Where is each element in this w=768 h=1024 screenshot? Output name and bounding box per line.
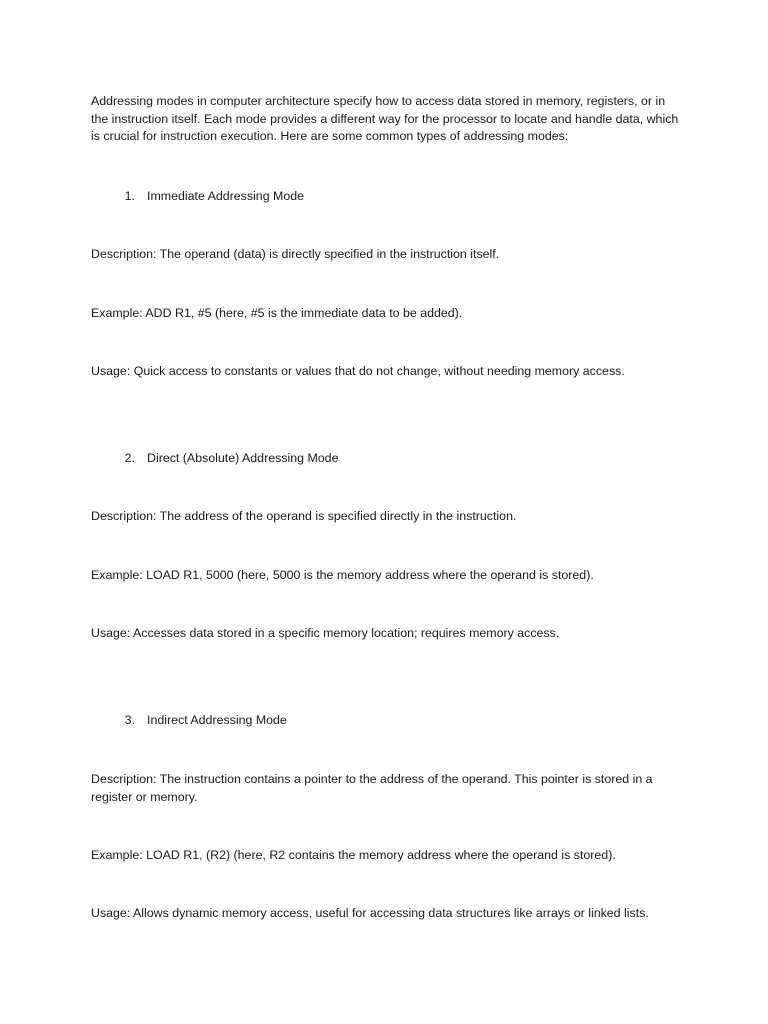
- section-1-description: Description: The operand (data) is directly specified in the instruction itself.: [91, 247, 500, 261]
- section-heading-2: [91, 450, 338, 468]
- section-number-2: 2.: [124, 451, 135, 465]
- section-title-3: Indirect Addressing Mode: [147, 713, 287, 727]
- section-title-1: Immediate Addressing Mode: [147, 189, 305, 203]
- section-number-1: 1.: [124, 189, 135, 203]
- section-number-3: 3.: [124, 713, 135, 727]
- section-2-description: Description: The address of the operand is specified directly in the instruction.: [91, 509, 517, 523]
- section-1-usage: Usage: Quick access to constants or values that do not change, without needing memory access.: [91, 364, 625, 378]
- intro-paragraph: Addressing modes in computer architecture specify how to access data stored in memory, registers, or in the instruction itself. Each mode provides a different way for the processor to locate and handle data, which is crucial for instruction execution. Here are some common types of addressing modes:: [91, 94, 679, 143]
- section-2-example: Example: LOAD R1, 5000 (here, 5000 is the memory address where the operand is stored).: [91, 568, 594, 582]
- section-heading-1: [91, 188, 304, 206]
- section-3-usage: Usage: Allows dynamic memory access, useful for accessing data structures like arrays or linked lists.: [91, 906, 649, 920]
- section-2-usage: Usage: Accesses data stored in a specific memory location; requires memory access.: [91, 626, 560, 640]
- section-3-example: Example: LOAD R1, (R2) (here, R2 contains the memory address where the operand is stored).: [91, 848, 616, 862]
- section-3-description: Description: The instruction contains a pointer to the address of the operand. This pointer is stored in a register or memory.: [91, 772, 653, 804]
- section-heading-3: [91, 712, 287, 730]
- section-title-2: Direct (Absolute) Addressing Mode: [147, 451, 339, 465]
- section-1-example: Example: ADD R1, #5 (here, #5 is the immediate data to be added).: [91, 306, 463, 320]
